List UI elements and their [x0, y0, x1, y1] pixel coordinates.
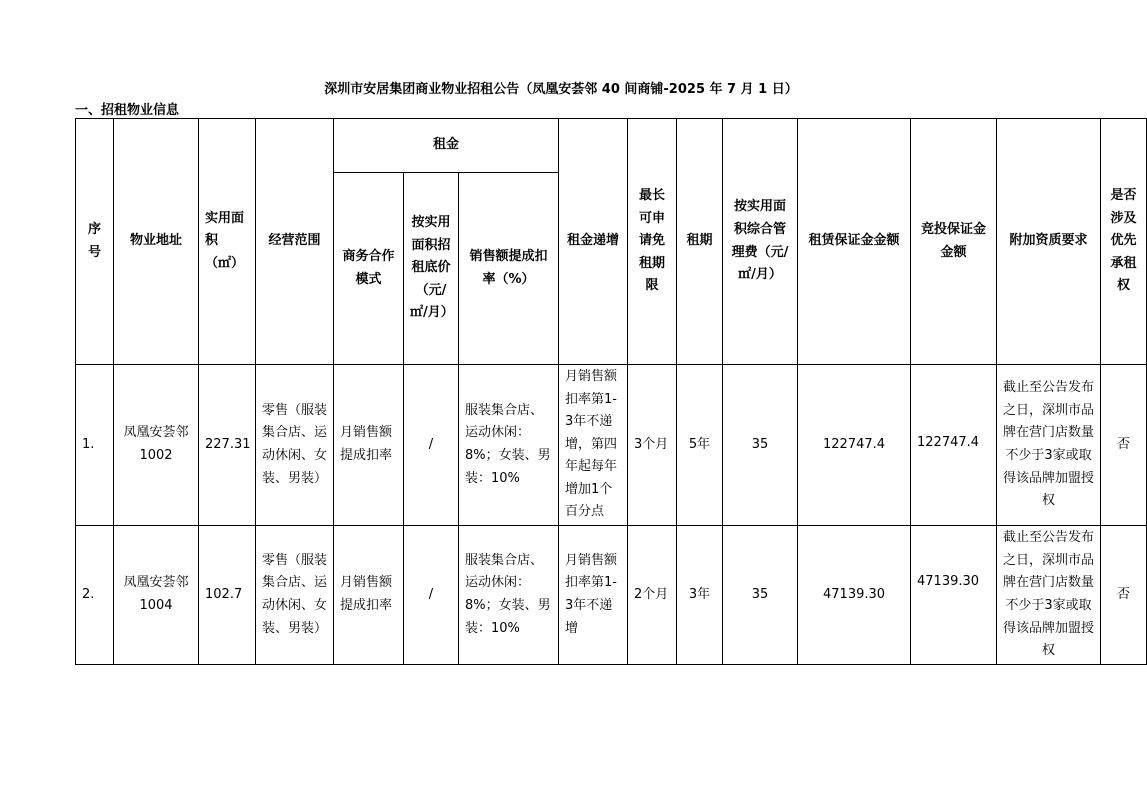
cell-increase: 月销售额扣率第1-3年不递增	[559, 526, 628, 665]
cell-mgmt-fee: 35	[723, 365, 798, 526]
header-bid-deposit: 竞投保证金金额	[911, 119, 997, 365]
cell-bid-deposit: 47139.30	[911, 526, 997, 665]
header-area: 实用面积（㎡）	[199, 119, 256, 365]
header-coop-mode: 商务合作模式	[334, 173, 404, 365]
document-title: 深圳市安居集团商业物业招租公告（凤凰安荟邻 40 间商铺-2025 年 7 月 1 日）	[324, 82, 798, 97]
table-row	[76, 365, 1147, 526]
header-address: 物业地址	[114, 119, 199, 365]
cell-area: 227.31	[199, 365, 256, 526]
cell-sales-rate: 服装集合店、运动休闲：8%；女装、男装：10%	[459, 365, 559, 526]
cell-address: 凤凰安荟邻1002	[114, 365, 199, 526]
cell-seq: 1.	[76, 365, 114, 526]
cell-qualification: 截止至公告发布之日，深圳市品牌在营门店数量不少于3家或取得该品牌加盟授权	[997, 365, 1101, 526]
cell-priority: 否	[1101, 365, 1147, 526]
header-increase: 租金递增	[559, 119, 628, 365]
property-table	[75, 118, 1147, 665]
cell-bid-deposit: 122747.4	[911, 365, 997, 526]
header-free-period: 最长可申请免租期限	[628, 119, 677, 365]
cell-coop-mode: 月销售额提成扣率	[334, 526, 404, 665]
header-seq: 序号	[76, 119, 114, 365]
header-deposit: 租赁保证金金额	[798, 119, 911, 365]
header-scope: 经营范围	[256, 119, 334, 365]
cell-coop-mode: 月销售额提成扣率	[334, 365, 404, 526]
cell-address: 凤凰安荟邻1004	[114, 526, 199, 665]
cell-area: 102.7	[199, 526, 256, 665]
cell-scope: 零售（服装集合店、运动休闲、女装、男装）	[256, 526, 334, 665]
header-sales-rate: 销售额提成扣率（%）	[459, 173, 559, 365]
cell-qualification: 截止至公告发布之日，深圳市品牌在营门店数量不少于3家或取得该品牌加盟授权	[997, 526, 1101, 665]
cell-mgmt-fee: 35	[723, 526, 798, 665]
cell-base-price: /	[404, 526, 459, 665]
table-row	[76, 526, 1147, 665]
cell-base-price: /	[404, 365, 459, 526]
cell-priority: 否	[1101, 526, 1147, 665]
cell-sales-rate: 服装集合店、运动休闲：8%；女装、男装：10%	[459, 526, 559, 665]
section-heading: 一、招租物业信息	[75, 103, 180, 118]
header-base-price: 按实用面积招租底价（元/㎡/月）	[404, 173, 459, 365]
cell-scope: 零售（服装集合店、运动休闲、女装、男装）	[256, 365, 334, 526]
header-row-1	[76, 119, 1147, 173]
cell-free-period: 3个月	[628, 365, 677, 526]
cell-term: 5年	[677, 365, 723, 526]
header-term: 租期	[677, 119, 723, 365]
cell-seq: 2.	[76, 526, 114, 665]
cell-deposit: 122747.4	[798, 365, 911, 526]
header-priority: 是否涉及优先承租权	[1101, 119, 1147, 365]
header-qualification: 附加资质要求	[997, 119, 1101, 365]
header-mgmt-fee: 按实用面积综合管理费（元/㎡/月）	[723, 119, 798, 365]
cell-increase: 月销售额扣率第1-3年不递增，第四年起每年增加1个百分点	[559, 365, 628, 526]
cell-free-period: 2个月	[628, 526, 677, 665]
cell-term: 3年	[677, 526, 723, 665]
header-rent-group: 租金	[334, 119, 559, 173]
cell-deposit: 47139.30	[798, 526, 911, 665]
